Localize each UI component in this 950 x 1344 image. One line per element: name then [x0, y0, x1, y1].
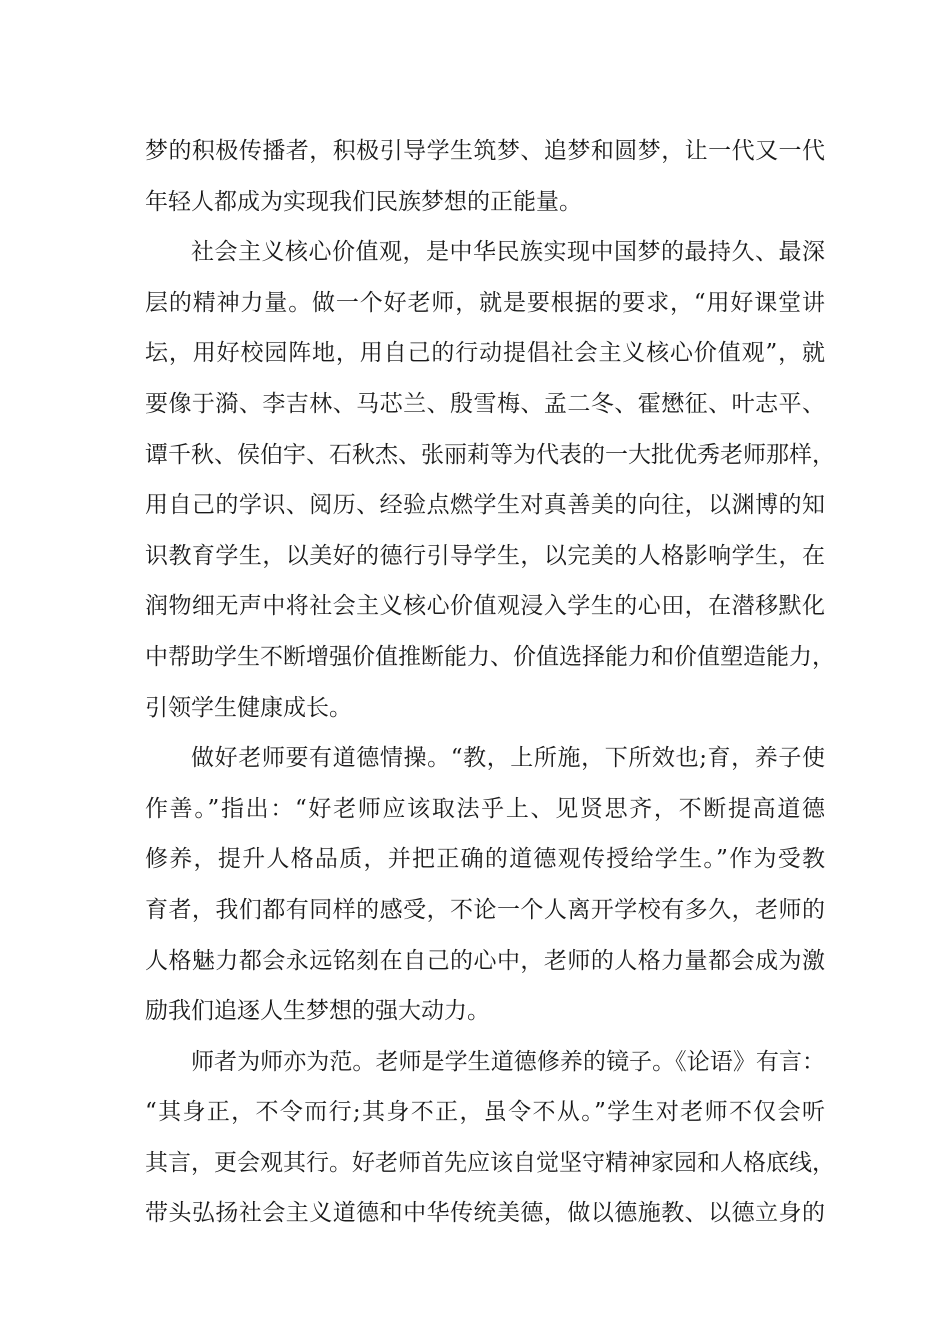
- paragraph-2-line-5: 谭千秋、侯伯宇、石秋杰、张丽莉等为代表的一大批优秀老师那样，: [145, 441, 835, 468]
- paragraph-3-line-4: 育者，我们都有同样的感受，不论一个人离开学校有多久，老师的: [145, 896, 825, 923]
- paragraph-2-line-9: 中帮助学生不断增强价值推断能力、价值选择能力和价值塑造能力，: [145, 643, 835, 670]
- paragraph-2-line-1: 社会主义核心价值观，是中华民族实现中国梦的最持久、最深: [191, 239, 825, 266]
- paragraph-3-line-1: 做好老师要有道德情操。“教，上所施，下所效也;育，养子使: [191, 745, 825, 772]
- paragraph-2-line-7: 识教育学生，以美好的德行引导学生，以完美的人格影响学生，在: [145, 542, 825, 569]
- paragraph-4-line-1: 师者为师亦为范。老师是学生道德修养的镜子。《论语》有言：: [191, 1048, 825, 1075]
- document-body: [145, 126, 835, 1239]
- paragraph-1-line-2: 年轻人都成为实现我们民族梦想的正能量。: [145, 188, 582, 215]
- paragraph-2-line-2: 层的精神力量。做一个好老师，就是要根据的要求，“用好课堂讲: [145, 289, 825, 316]
- paragraph-3-line-3: 修养，提升人格品质，并把正确的道德观传授给学生。”作为受教: [145, 846, 825, 873]
- paragraph-1-line-1: 梦的积极传播者，积极引导学生筑梦、追梦和圆梦，让一代又一代: [145, 138, 825, 164]
- paragraph-2-line-10: 引领学生健康成长。: [145, 694, 352, 721]
- paragraph-3-line-2: 作善。”指出：“好老师应该取法乎上、见贤思齐，不断提高道德: [145, 795, 825, 822]
- paragraph-2-line-4: 要像于漪、李吉林、马芯兰、殷雪梅、孟二冬、霍懋征、叶志平、: [145, 390, 825, 417]
- paragraph-4-line-3: 其言，更会观其行。好老师首先应该自觉坚守精神家园和人格底线，: [145, 1149, 835, 1176]
- paragraph-2-line-8: 润物细无声中将社会主义核心价值观浸入学生的心田，在潜移默化: [145, 593, 825, 620]
- paragraph-2-line-3: 坛，用好校园阵地，用自己的行动提倡社会主义核心价值观”，就: [145, 340, 825, 367]
- paragraph-2-line-6: 用自己的学识、阅历、经验点燃学生对真善美的向往，以渊博的知: [145, 492, 825, 519]
- paragraph-3-line-5: 人格魅力都会永远铭刻在自己的心中，老师的人格力量都会成为激: [145, 947, 825, 974]
- paragraph-4-line-2: “其身正，不令而行;其身不正，虽令不从。”学生对老师不仅会听: [145, 1099, 825, 1126]
- paragraph-4-line-4: 带头弘扬社会主义道德和中华传统美德，做以德施教、以德立身的: [145, 1200, 825, 1227]
- paragraph-3-line-6: 励我们追逐人生梦想的强大动力。: [145, 998, 490, 1025]
